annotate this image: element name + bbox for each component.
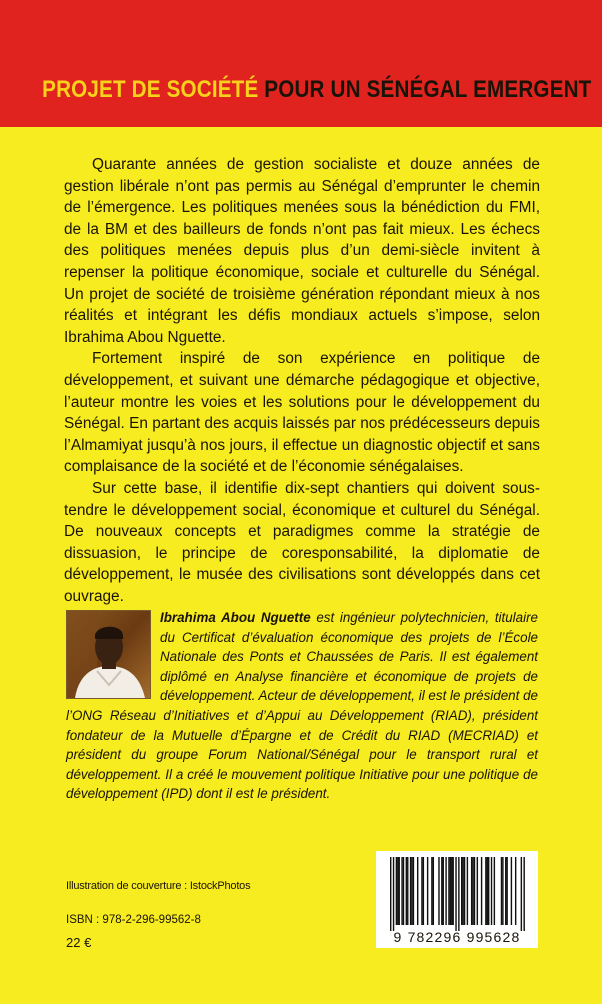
barcode-bar bbox=[407, 857, 408, 925]
author-bio-text: est ingénieur polytechnicien, titulaire du Certificat d’évaluation économique des projets de l’École Nationale des Ponts et Chaussées de Paris. Il est également diplômé en Analyse financière et économique de projets de développement. Acteur de développement, il est le président de l’ONG Réseau d’Initiatives et d’Appui au Développement (RIAD), président fondateur de la Mutuelle d’Épargne et de Crédit du RIAD (MECRIAD) et président du groupe Forum National/Sénégal pour le transport rural et développement. Il a créé le mouvement politique Initiative pour une politique de développement (IPD) dont il est le président. bbox=[66, 610, 538, 802]
barcode-bar bbox=[410, 857, 411, 925]
barcode-bar bbox=[488, 857, 489, 925]
barcode-bar bbox=[390, 857, 391, 931]
barcode-bar bbox=[511, 857, 512, 925]
barcode-bar bbox=[401, 857, 402, 925]
barcode-bar bbox=[397, 857, 398, 925]
barcode-bar bbox=[485, 857, 486, 925]
barcode-bar bbox=[445, 857, 446, 925]
barcode-bar bbox=[506, 857, 507, 925]
barcode-bar bbox=[450, 857, 451, 925]
barcode bbox=[376, 851, 538, 948]
barcode-bar bbox=[399, 857, 400, 925]
barcode-bar bbox=[403, 857, 404, 925]
barcode-bar bbox=[471, 857, 472, 925]
title-part-2: POUR UN SÉNÉGAL EMERGENT bbox=[264, 76, 592, 103]
barcode-bar bbox=[433, 857, 434, 925]
barcode-bar bbox=[438, 857, 439, 925]
barcode-bar bbox=[467, 857, 468, 925]
cover-illustration-credit: Illustration de couverture : IstockPhotos bbox=[66, 880, 251, 892]
price: 22 € bbox=[66, 935, 92, 950]
barcode-bar bbox=[491, 857, 492, 925]
barcode-bar bbox=[462, 857, 463, 925]
barcode-bar bbox=[501, 857, 502, 925]
author-portrait-image bbox=[67, 611, 150, 698]
book-title bbox=[42, 76, 592, 104]
barcode-bar bbox=[413, 857, 414, 925]
barcode-bar bbox=[431, 857, 432, 925]
barcode-bar bbox=[487, 857, 488, 925]
barcode-bar bbox=[502, 857, 503, 925]
barcode-bar bbox=[452, 857, 453, 925]
barcode-bar bbox=[396, 857, 397, 925]
barcode-bar bbox=[521, 857, 522, 931]
barcode-bar bbox=[458, 857, 459, 931]
barcode-bar bbox=[441, 857, 442, 925]
author-name: Ibrahima Abou Nguette bbox=[160, 610, 311, 625]
barcode-bar bbox=[472, 857, 473, 925]
barcode-bar bbox=[443, 857, 444, 925]
barcode-bar bbox=[481, 857, 482, 925]
barcode-bar bbox=[494, 857, 495, 925]
barcode-bar bbox=[423, 857, 424, 925]
barcode-bar bbox=[448, 857, 449, 925]
barcode-bar bbox=[477, 857, 478, 925]
top-red-band bbox=[0, 0, 602, 127]
author-photo bbox=[66, 610, 151, 699]
summary-paragraph-1: Quarante années de gestion socialiste et douze années de gestion libérale n’ont pas permis au Sénégal d’emprunter le chemin de l’émergence. Les politiques menées sous la bénédiction du FMI, de la BM et des bailleurs de fonds n’ont pas fait mieux. Les échecs des politiques menées depuis plus d’un demi-siècle invitent à repenser la politique économique, sociale et culturelle du Sénégal. Un projet de société de troisième génération répondant mieux à nos réalités et intégrant les défis mondiaux actuels s’impose, selon Ibrahima Abou Nguette. bbox=[64, 156, 540, 346]
barcode-bar bbox=[406, 857, 407, 925]
barcode-bar bbox=[451, 857, 452, 925]
barcode-bar bbox=[515, 857, 516, 925]
barcode-bar bbox=[464, 857, 465, 925]
barcode-bar bbox=[474, 857, 475, 925]
barcode-bar bbox=[417, 857, 418, 925]
barcode-bar bbox=[461, 857, 462, 925]
barcode-bar bbox=[505, 857, 506, 925]
isbn: ISBN : 978-2-296-99562-8 bbox=[66, 914, 201, 926]
barcode-bar bbox=[455, 857, 456, 931]
title-part-1: PROJET DE SOCIÉTÉ bbox=[42, 76, 259, 103]
barcode-bar bbox=[421, 857, 422, 925]
barcode-bar bbox=[411, 857, 412, 925]
barcode-bar bbox=[393, 857, 394, 931]
summary-paragraph-3: Sur cette base, il identifie dix-sept chantiers qui doivent sous-tendre le développement social, économique et culturel du Sénégal. De nouveaux concepts et paradigmes comme la stratégie de dissuasion, le principe de coresponsabilité, la diplomatie de développement, le musée des civilisations sont développés dans cet ouvrage. bbox=[64, 479, 540, 605]
barcode-bar bbox=[427, 857, 428, 925]
barcode-number: 9 782296 995628 bbox=[393, 929, 521, 945]
barcode-bar bbox=[523, 857, 524, 931]
summary-paragraph-2: Fortement inspiré de son expérience en politique de développement, et suivant une démarche pédagogique et objective, l’auteur montre les voies et les solutions pour le développement du Sénégal. En partant des acquis laissés par nos prédécesseurs depuis l’Almamiyat jusqu’à nos jours, il effectue un diagnostic objectif et sans complaisance de la société et de l’économie sénégalaises. bbox=[64, 350, 540, 476]
back-cover-summary bbox=[64, 154, 540, 607]
